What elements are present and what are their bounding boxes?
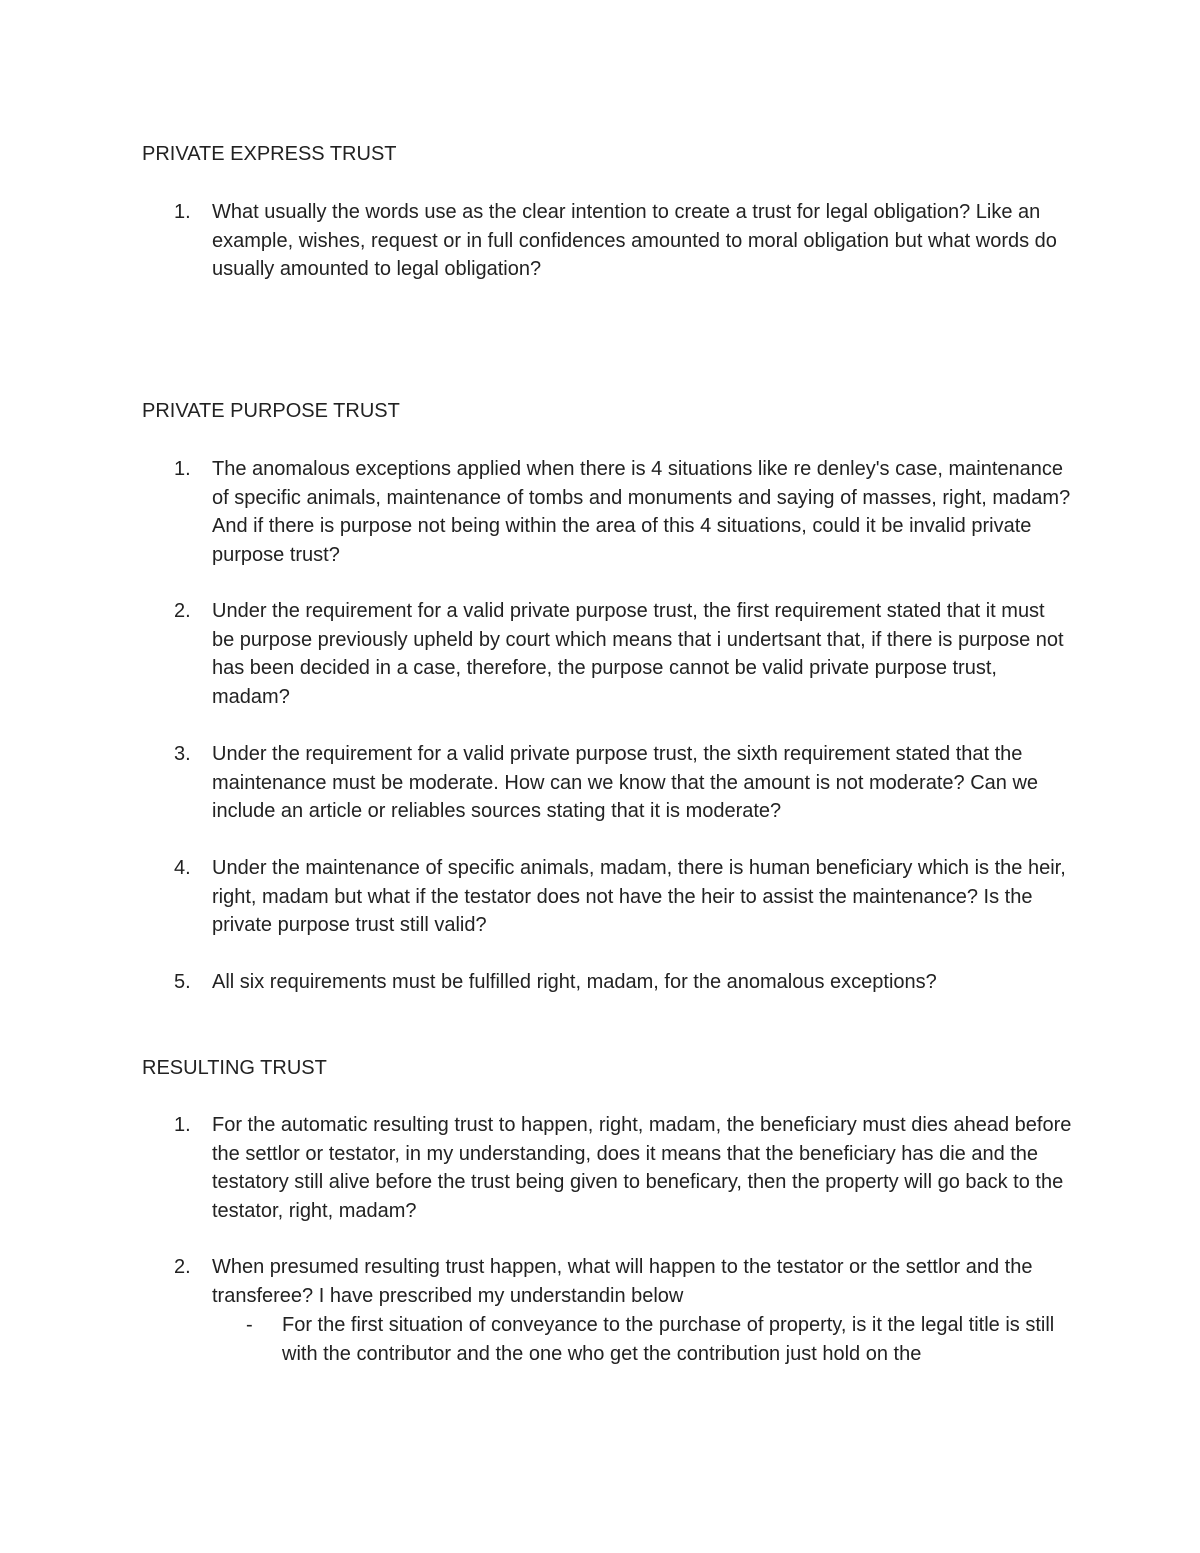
- list-item-number: 3.: [174, 743, 191, 765]
- list-item: [142, 1253, 1072, 1310]
- list-item-number: 2.: [174, 600, 191, 622]
- list-item-text: The anomalous exceptions applied when there is 4 situations like re denley's case, maintenance of specific animals, maintenance of tombs and monuments and saying of masses, right, madam? And if there is purpose not being within the area of this 4 situations, could it be invalid private purpose trust?: [212, 458, 1071, 566]
- section-heading-resulting-trust: RESULTING TRUST: [142, 1057, 327, 1079]
- sub-list-item: [212, 1311, 1072, 1368]
- list-item-text: Under the requirement for a valid private purpose trust, the sixth requirement stated that the maintenance must be moderate. How can we know that the amount is not moderate? Can we include an article or reliables sources stating that it is moderate?: [212, 743, 1039, 823]
- list-item: [142, 968, 1072, 997]
- list-item: [142, 597, 1072, 711]
- sub-list-item-text: For the first situation of conveyance to the purchase of property, is it the legal title is still with the contributor and the one who get the contribution just hold on the: [282, 1314, 1055, 1365]
- section-heading-private-purpose-trust: PRIVATE PURPOSE TRUST: [142, 400, 400, 422]
- list-item-number: 4.: [174, 857, 191, 879]
- list-item-text: All six requirements must be fulfilled right, madam, for the anomalous exceptions?: [212, 971, 937, 993]
- list-item-text: For the automatic resulting trust to happen, right, madam, the beneficiary must dies ahead before the settlor or testator, in my understanding, does it means that the beneficiary has die and the testatory still alive before the trust being given to beneficary, then the property will go back to the testator, right, madam?: [212, 1114, 1072, 1222]
- list-item-number: 2.: [174, 1256, 191, 1278]
- list-item-text: Under the requirement for a valid private purpose trust, the first requirement stated that it must be purpose previously upheld by court which means that i undertsant that, if there is purpose not has been decided in a case, therefore, the purpose cannot be valid private purpose trust, madam?: [212, 600, 1064, 708]
- list-item: [142, 854, 1072, 940]
- list-item-text: When presumed resulting trust happen, what will happen to the testator or the settlor and the transferee? I have prescribed my understandin below: [212, 1256, 1033, 1307]
- list-item: [142, 1111, 1072, 1225]
- sub-list-item-marker: -: [246, 1314, 253, 1336]
- list-item-text: Under the maintenance of specific animals, madam, there is human beneficiary which is the heir, right, madam but what if the testator does not have the heir to assist the maintenance? Is the private purpose trust still valid?: [212, 857, 1066, 937]
- list-item: [142, 198, 1072, 284]
- list-item-text: What usually the words use as the clear intention to create a trust for legal obligation? Like an example, wishes, request or in full confidences amounted to moral obligation but what words do usually amounted to legal obligation?: [212, 201, 1057, 281]
- list-item-number: 1.: [174, 458, 191, 480]
- section-heading-private-express-trust: PRIVATE EXPRESS TRUST: [142, 143, 397, 165]
- list-item-number: 1.: [174, 1114, 191, 1136]
- list-item: [142, 740, 1072, 826]
- list-item: [142, 455, 1072, 569]
- list-item-number: 1.: [174, 201, 191, 223]
- list-item-number: 5.: [174, 971, 191, 993]
